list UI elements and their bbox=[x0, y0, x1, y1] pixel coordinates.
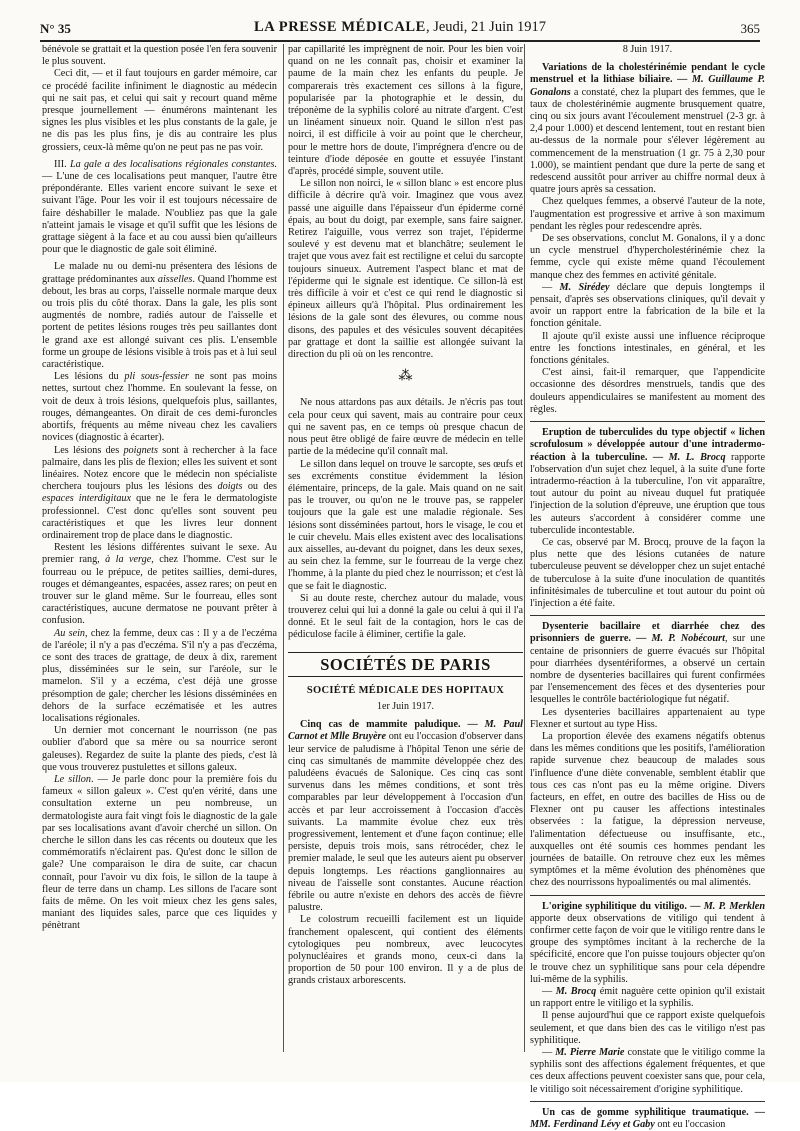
emphasis: poignets bbox=[123, 444, 158, 456]
text: , chez l'homme. C'est sur le fourreau ou le prépuce, de petites saillies, demi-dures, rouges et démangeantes, espacées, assez rares; on peut en trouver sur le gland même. Sur le fourreau, elles sont caractéristiques, aucune dermatose ne pouvant prêter à confusion. bbox=[42, 554, 278, 627]
paragraph: Le sillon non noirci, le « sillon blanc » est encore plus difficile à décrire qu'à voir. Imaginez que vous avez passé une aiguille dans l'épaisseur d'un épiderme corné épais, au bout du doigt, par exemple, sans faire saigner. Retirez l'aiguille, vous verrez son trajet, l'épiderme soulevé y est devenu mat et blanchâtre; seulement le trajet que vous avez fait est rectiligne et celui du sarcopte toujours sinueux. Autrement l'aspect blanc et mat de l'épiderme qui le signale est identique. Ce sillon-là est très difficile à voir et c'est ce qui rend le diagnostic si épineux ailleurs qu'à l'hôpital. Plus ordinairement les lésions de la gale sont des élevures, ou comme nous disons, des papules et des vésicules souvent décapitées par grattage et dont la saillie est allongée suivant la direction du pli où on les rencontre. bbox=[288, 178, 523, 361]
text: déclare que depuis longtemps il pensait, d'après ses observations cliniques, qu'il devait y avoir un rapport entre la fabrication de la bile et la fonction génitale. bbox=[530, 281, 765, 330]
meeting-date: 8 Juin 1917. bbox=[622, 44, 673, 55]
journal-title-line bbox=[40, 19, 760, 36]
journal-title: LA PRESSE MÉDICALE bbox=[254, 19, 426, 35]
paragraph bbox=[530, 1107, 765, 1131]
text: Restent les lésions différentes suivant le sexe. Au premier rang, bbox=[42, 542, 277, 566]
text: émit naguère cette opinion qu'il existait un rapport entre le vitiligo et la syphilis. bbox=[530, 986, 766, 1010]
paragraph bbox=[530, 1047, 765, 1096]
text: ne sont pas moins nettes, surtout chez l'homme. En soulevant la fesse, on voit de deux à trois lésions, quelquefois plus, saillantes, rouges, démangeantes. On dirait de ces demi-furoncles abortifs, fréquents au même niveau chez les cavaliers novices (diagnostic à écarter). bbox=[42, 371, 277, 444]
paragraph bbox=[42, 159, 277, 257]
issue-date: , Jeudi, 21 Juin 1917 bbox=[425, 19, 546, 35]
emphasis: espaces interdigitaux bbox=[42, 493, 132, 505]
text: constate que le vitiligo comme la syphilis sont des affections également fréquentes, et que ces deux affections peuvent coexister sans que, pour cela, le vitiligo soit nécessairement d'origine syphilitique. bbox=[530, 1047, 766, 1095]
text: sont à rechercher à la face palmaire, dans les plis de flexion; elles les suivent et sont linéaires. Notez encore que le médecin non spécialiste cherchera toujours plus les lésions des bbox=[42, 444, 278, 493]
text: a constaté, chez la plupart des femmes, que le taux de cholestérinémie augmente brusquement quatre, cinq ou six jours avant l'écoulement menstruel (2-3 gr. à 2,4 pour 1.000) et descend lentement, tout en restant bien au-dessus de la normale pour s'élever légèrement au commencement de la menstruation (1 gr. 75 à 2,30 pour 1.000), se maintient pendant que dure la perte de sang et redescend aussitôt pour arriver au chiffre normal deux à quatre jours après sa cessation. bbox=[530, 86, 765, 196]
separator bbox=[530, 1101, 765, 1102]
text: que ne le fera le dermatologiste professionnel. C'est donc qu'elles sont souvent peu caractéristiques et que les livres leur donnent ordinairement trop de place dans le diagnostic. bbox=[42, 493, 277, 541]
asterism: ⁂ bbox=[398, 369, 413, 385]
text: rapporte l'observation d'un sujet chez lequel, à la suite d'une forte intradermo-réaction à la tuberculine, l'on vit apparaître, tout autour du point au niveau duquel fut pratiquée l'injection de la solution d'épreuve, une éruption que tous les auteurs s'accordent à considérer comme une tuberculide incontestable. bbox=[530, 451, 765, 536]
separator bbox=[530, 421, 765, 422]
paragraph: Si au doute reste, cherchez autour du malade, vous trouverez celui qui lui a donné la gale ou celui à qui il l'a donné. Et le seul fait de la contagion, hors le cas de pédiculose facile à éliminer, certifie la gale. bbox=[288, 592, 523, 641]
paragraph bbox=[530, 282, 765, 331]
section-heading: La gale a des localisations régionales constantes. bbox=[69, 158, 277, 170]
paragraph: Ne nous attardons pas aux détails. Je n'écris pas tout cela pour ceux qui savent, mais au contraire pour ceux qui ne savent pas, en ce temps où presque chacun de nous peut être obligé de faire œuvre de médecin en telle partie de la médecine qu'il connaît mal. bbox=[288, 397, 523, 458]
author-names: M. P. Nobécourt bbox=[651, 633, 725, 645]
text: ont eu l'occasion d'observer dans leur service de paludisme à l'hôpital Tenon une série de cinq cas simultanés de mammite développée chez des paludéens évacués de Salonique. Ces cinq cas sont survenus dans les mêmes conditions, et sont très comparables par leur développement à l'occasion d'un accès et par leur accroissement à l'occasion d'accès suivants. La mammite évolue chez eux très progressivement, lentement et d'une façon continue; elle persiste, depuis trois mois, sans rétrocéder, chez le premier malade, le seul que les auteurs aient pu observer depuis longtemps. Les réactions ganglionnaires au niveau de l'aisselle sont constantes. Aucune réaction fébrile ou autre n'existe en dehors des accès de fièvre palustre. bbox=[288, 731, 523, 914]
separator bbox=[530, 895, 765, 896]
column-divider bbox=[283, 44, 284, 1052]
society-name: SOCIÉTÉ MÉDICALE DES HOPITAUX bbox=[306, 684, 505, 696]
text: Le malade nu ou demi-nu présentera des lésions de grattage prédominantes aux bbox=[42, 261, 277, 285]
paragraph: Le sillon dans lequel on trouve le sarcopte, ses œufs et ses excréments constitue évidemment la lésion élémentaire, princeps, de la gale. Mais quand on ne sait pas le trouver, ou qu'on ne le trouve pas, se rappeler toujours que la gale est une maladie régionale. Ses lésions sont disséminées partout, hors le visage, le cou et le cuir chevelu. Mais elles existent avec des localisations aux aisselles, au-devant du poignet, dans les deux sexes, au sein chez la femme, sur le fourreau de la verge chez l'homme, à la plante du pied chez le nourrisson; et c'est là que se fait le diagnostic. bbox=[288, 458, 523, 592]
paragraph: Les dysenteries bacillaires appartenaient au type Flexner et surtout au type Hiss. bbox=[530, 706, 765, 730]
paragraph bbox=[42, 628, 277, 726]
column-3 bbox=[530, 44, 766, 1131]
paragraph bbox=[530, 427, 765, 537]
paragraph: par capillarité les imprègnent de noir. Pour les bien voir quand on ne les connaît pas, choisir et examiner la paume de la main chez les enfants du peuple. Je comparerais très exactement ces sillons à la figure, popularisée par la photographie et le dessin, du tréponème de la syphilis coloré au nitrate d'argent. C'est un linéament sinueux noir. Quand le sillon n'est pas noirci, il est difficile à voir au point que le chercheur, pour le mettre hors de doute, l'imprégnera d'encre ou de teinture d'iode déposée en goutte et essuyée l'instant d'après, procédé simple, souvent utile. bbox=[288, 44, 523, 178]
paragraph bbox=[530, 901, 765, 986]
paragraph: La proportion élevée des examens négatifs obtenus dans les mêmes conditions que les positifs, l'amélioration rapide survenue chez beaucoup de malades sous l'influence d'une diète convenable, semblent établir que tous ces cas n'ont pas eu la même origine. Divers facteurs, en effet, en outre des bacilles de Hiss ou de Flexner ont pu causer les affections intestinales observées : la fatigue, la dépression nerveuse, l'alimentation défectueuse ou insuffisante, etc., auxquelles ont été soumis ces hommes pendant les journées de bataille. On retrouve chez eux les mêmes symptômes et la même évolution des phénomènes que chez des nourrissons hypoalimentés ou mal alimentés. bbox=[530, 730, 765, 889]
emphasis: Le sillon bbox=[54, 773, 91, 785]
paragraph: Il pense aujourd'hui que ce rapport existe quelquefois seulement, et que dans bien des cas le vitiligo n'est pas syphilitique. bbox=[530, 1010, 765, 1046]
text: . Quand l'homme est debout, les bras au corps, l'aisselle normale marque deux ou trois plis du côté thorax. Dans la gale, les plis sont augmentés de nombre, radiés autour de l'aisselle et portent de petites lésions rouges très peu saillantes dont le grand axe est allongé suivant ces plis. L'ensemble forme un groupe de lésions visible à trois pas et à lui seul caractéristique. bbox=[42, 273, 277, 371]
paragraph bbox=[42, 774, 277, 933]
text: ont eu l'occasion bbox=[654, 1119, 726, 1131]
text: Les lésions des bbox=[54, 444, 124, 456]
section-title: SOCIÉTÉS DE PARIS bbox=[320, 654, 491, 674]
author-names: M. Pierre Marie bbox=[555, 1047, 625, 1059]
emphasis: pli sous-fessier bbox=[124, 371, 189, 383]
text: . — Je parle donc pour la première fois du fameux « sillon galeux ». C'est qu'en vérité, dans une consultation externe un peu nombreuse, un dermatologiste aura fait vingt fois le diagnostic de la gale par ses localisations avant d'avoir cherché un sillon. On cherche le sillon dans les cas récents ou douteux que les commémoratifs n'éclairent pas. Qu'est donc le sillon de gale? Une comparaison le dira de suite, car chacun connaît, pour l'avoir vu dix fois, le sillon de la taupe à fleur de terre dans un champ. Les sillons de l'acare sont faits de même. On les voit mieux chez les gens sales, maniant des liquides sales, parce que ces liquides y pénètrant bbox=[42, 773, 278, 932]
paragraph: Le colostrum recueilli facilement est un liquide franchement opalescent, qui contient des éléments cytologiques peu nombreux, avec leucocytes polynucléaires et grands mono, ceux-ci dans la proportion de 50 pour 100 environ. Il y a de plus de grands cristaux arborescents. bbox=[288, 914, 523, 987]
section-banner bbox=[288, 652, 523, 677]
author-names: MM. Ferdinand Lévy et Gaby bbox=[530, 1119, 655, 1131]
report-title: Eruption de tuberculides du type objectif « lichen scrofulosum » développée autour d'une intradermo-réaction à la tuberculine. — bbox=[530, 427, 765, 463]
text: , sur une centaine de prisonniers de guerre évacués sur l'hôpital pour diarrhées dysentériformes, a observé un certain nombre de dysenteries bacillaires qui furent confirmées par l'ensemencement des fèces et des dysenteries pour lesquelles le contrôle bactériologique fut négatif. bbox=[530, 633, 765, 706]
page-number: 365 bbox=[740, 21, 760, 36]
separator bbox=[530, 615, 765, 616]
emphasis: à la verge bbox=[105, 554, 152, 566]
column-divider bbox=[524, 44, 525, 1052]
paragraph bbox=[42, 371, 277, 444]
paragraph: Ceci dit, — et il faut toujours en garder mémoire, car ce procédé facilite infiniment le diagnostic au médecin qui ne sait pas, et celui qui sait y recourt quand même presque journellement — énumérons maintenant les signes les plus visibles et les plus constants de la gale, je ne dis pas les plus fins, je dis au contraire les plus grossiers, ceux-là même qu'on ne peut pas ne pas voir. bbox=[42, 68, 277, 153]
text: Les lésions du bbox=[54, 371, 125, 383]
paragraph: De ses observations, conclut M. Gonalons, il y a donc un cycle menstruel d'hypercholestérinémie chez la femme, cycle qui existe même quand l'écoulement manque chez des femmes en activité génitale. bbox=[530, 233, 765, 281]
author-names: M. Guillaume P. Gonalons bbox=[530, 74, 765, 98]
report-title: Un cas de gomme syphilitique traumatique. — bbox=[542, 1106, 765, 1118]
author-names: M. L. Brocq bbox=[668, 451, 726, 463]
paragraph bbox=[42, 445, 277, 543]
report-title: Variations de la cholestérinémie pendant le cycle menstruel et la lithiase biliaire. — bbox=[530, 62, 765, 86]
column-2 bbox=[288, 44, 523, 1066]
author-names: M. Paul Carnot et Mlle Bruyère bbox=[288, 719, 523, 743]
column-1 bbox=[42, 44, 277, 1066]
paragraph: C'est ainsi, fait-il remarquer, que l'appendicite occasionne des désordres menstruels, tandis que des douleurs appendiculaires se manifestent au moment des règles. bbox=[530, 367, 765, 415]
paragraph bbox=[530, 621, 765, 706]
report-title: L'origine syphilitique du vitiligo. — bbox=[542, 900, 704, 912]
issue-number: N° 35 bbox=[40, 21, 71, 36]
running-header bbox=[40, 19, 760, 41]
text: — bbox=[542, 281, 560, 293]
author-names: M. P. Merklen bbox=[703, 900, 765, 912]
header-rule bbox=[40, 40, 760, 42]
paragraph: Il ajoute qu'il existe aussi une influence réciproque entre les fonctions intestinales, en général, et les fonctions génitales. bbox=[530, 330, 765, 367]
paragraph bbox=[288, 719, 523, 914]
report-title: Cinq cas de mammite paludique. — bbox=[300, 719, 485, 731]
paragraph bbox=[530, 986, 765, 1010]
text: ou des bbox=[242, 481, 277, 493]
text: — bbox=[542, 1047, 556, 1059]
paragraph bbox=[42, 261, 277, 371]
text: — bbox=[542, 986, 556, 998]
report-title: Dysenterie bacillaire et diarrhée chez des prisonniers de guerre. — bbox=[530, 621, 765, 645]
paragraph bbox=[530, 62, 765, 196]
meeting-date: 1er Juin 1917. bbox=[377, 700, 434, 712]
paragraph: Ce cas, observé par M. Brocq, prouve de la façon la plus nette que des lésions cutanées de nature tuberculeuse peuvent se développer chez un sujet entaché de tuberculose à la suite d'une inoculation de quantités infinitésimales de tuberculine et tout autour du point où l'injection a été faite. bbox=[530, 536, 765, 609]
paragraph: bénévole se grattait et la question posée l'en fera souvenir le plus souvent. bbox=[42, 44, 277, 68]
text: — L'une de ces localisations peut manquer, l'autre être prépondérante. Elles varient encore suivant le sexe et suivant l'âge. Pour les voir il est toujours nécessaire de faire déshabiller le malade. N'oubliez pas que la gale n'atteint jamais le visage et qu'il suffit que les lésions de grattage siègent à la face et au cou aussi bien qu'ailleurs pour que le diagnostic de gale soit éliminé. bbox=[42, 171, 277, 256]
author-names: M. Sirédey bbox=[559, 281, 610, 293]
paragraph: Un dernier mot concernant le nourrisson (ne pas oublier d'abord que sa mère ou sa nourrice seront galeuses). Regardez de suite la plante des pieds, c'est là que vous trouverez pustulettes et sillons galeux. bbox=[42, 725, 277, 773]
emphasis: aisselles bbox=[157, 273, 193, 285]
paragraph: Chez quelques femmes, a observé l'auteur de la note, l'augmentation est progressive et arrive à son maximum pendant les règles pour redescendre après. bbox=[530, 196, 765, 232]
emphasis: Au sein bbox=[54, 627, 86, 639]
paragraph bbox=[42, 542, 277, 627]
author-names: M. Brocq bbox=[555, 986, 597, 998]
section-number: III. bbox=[54, 158, 70, 170]
text: , chez la femme, deux cas : Il y a de l'eczéma de l'aréole; il n'y a pas d'eczéma. S'il n'y a pas d'eczéma, ce sont des traces de grattage, de deux à dix, rarement plus, disséminées sur le sein, sur l'aréole, sur le mamelon. S'il y a eczéma, c'est déjà une grosse présomption de gale; chercher les lésions disséminées en dehors de la surface eczématisée et les autres localisations régionales. bbox=[42, 627, 277, 724]
emphasis: doigts bbox=[217, 481, 243, 493]
text: apporte deux observations de vitiligo qui tendent à confirmer cette façon de voir que le vitiligo rentre dans le groupe des symptômes incitant à la recherche de la spécificité, encore que l'on puisse toujours objecter qu'on le trouve chez un syphilitique sans pour cela dépendre lui-même de la syphilis. bbox=[530, 912, 765, 985]
